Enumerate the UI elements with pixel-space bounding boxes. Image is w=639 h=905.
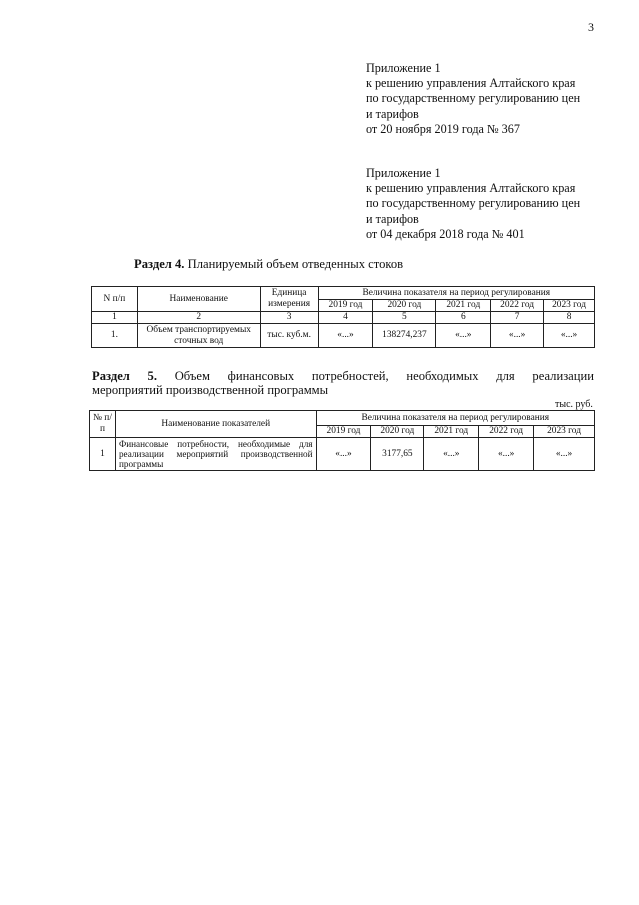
row-num: 1: [90, 438, 116, 471]
header-year: 2021 год: [436, 300, 491, 312]
index-cell: 1: [92, 312, 138, 324]
appendix-line: по государственному регулированию цен: [366, 91, 581, 106]
header-year: 2020 год: [373, 300, 436, 312]
section-4-title: Планируемый объем отведенных стоков: [187, 257, 404, 271]
appendix-line: и тарифов: [366, 211, 419, 226]
row-value: «...»: [318, 324, 373, 348]
header-year: 2022 год: [479, 426, 534, 438]
index-cell: 7: [491, 312, 544, 324]
index-cell: 6: [436, 312, 491, 324]
row-value: «...»: [491, 324, 544, 348]
header-num: № п/п: [90, 411, 116, 438]
section-4-label: Раздел 4.: [134, 257, 185, 271]
appendix-line: от 04 декабря 2018 года № 401: [366, 226, 525, 241]
table-row: [90, 438, 595, 471]
index-cell: 4: [318, 312, 373, 324]
appendix-header-2018: [366, 166, 616, 242]
appendix-line: к решению управления Алтайского края: [366, 181, 576, 196]
row-value: «...»: [479, 438, 534, 471]
appendix-line: от 20 ноября 2019 года № 367: [366, 121, 520, 136]
row-value: «...»: [534, 438, 595, 471]
appendix-line: Приложение 1: [366, 61, 441, 75]
header-year: 2020 год: [371, 426, 424, 438]
index-cell: 3: [260, 312, 318, 324]
header-year: 2023 год: [534, 426, 595, 438]
header-year: 2019 год: [316, 426, 371, 438]
header-unit: Единица измерения: [260, 287, 318, 312]
section-5-label: Раздел 5.: [92, 369, 157, 383]
header-year: 2022 год: [491, 300, 544, 312]
header-year: 2019 год: [318, 300, 373, 312]
section-5-title-line1: Объем финансовых потребностей, необходимых для реализации: [174, 369, 594, 383]
header-year: 2021 год: [424, 426, 479, 438]
header-period: Величина показателя на период регулирования: [318, 287, 594, 300]
header-num: N п/п: [92, 287, 138, 312]
row-value: «...»: [316, 438, 371, 471]
appendix-header-2019: [366, 61, 616, 137]
index-cell: 2: [137, 312, 260, 324]
appendix-line: по государственному регулированию цен: [366, 196, 581, 211]
units-note: тыс. руб.: [555, 399, 593, 410]
wastewater-volume-table: [91, 286, 595, 348]
appendix-line: Приложение 1: [366, 166, 441, 180]
section-5-title-line2: мероприятий производственной программы: [92, 383, 329, 397]
row-value: «...»: [424, 438, 479, 471]
row-name: Объем транспортируемых сточных вод: [137, 324, 260, 348]
header-name: Наименование показателей: [115, 411, 316, 438]
row-value: 138274,237: [373, 324, 436, 348]
header-period: Величина показателя на период регулирования: [316, 411, 594, 426]
page-number: 3: [588, 20, 594, 34]
index-cell: 5: [373, 312, 436, 324]
row-name: Финансовые потребности, необходимые для реализации мероприятий производственной программы: [115, 438, 316, 471]
financial-needs-table: [89, 410, 595, 471]
appendix-line: к решению управления Алтайского края: [366, 76, 576, 91]
index-row: [92, 312, 595, 324]
section-4-heading: [134, 257, 403, 272]
section-5-heading: [92, 369, 594, 397]
index-cell: 8: [544, 312, 595, 324]
row-value: 3177,65: [371, 438, 424, 471]
section-5-heading-line1: [92, 369, 594, 383]
table-row: [92, 324, 595, 348]
header-name: Наименование: [137, 287, 260, 312]
row-value: «...»: [436, 324, 491, 348]
appendix-line: и тарифов: [366, 106, 419, 121]
row-unit: тыс. куб.м.: [260, 324, 318, 348]
header-year: 2023 год: [544, 300, 595, 312]
row-value: «...»: [544, 324, 595, 348]
row-num: 1.: [92, 324, 138, 348]
